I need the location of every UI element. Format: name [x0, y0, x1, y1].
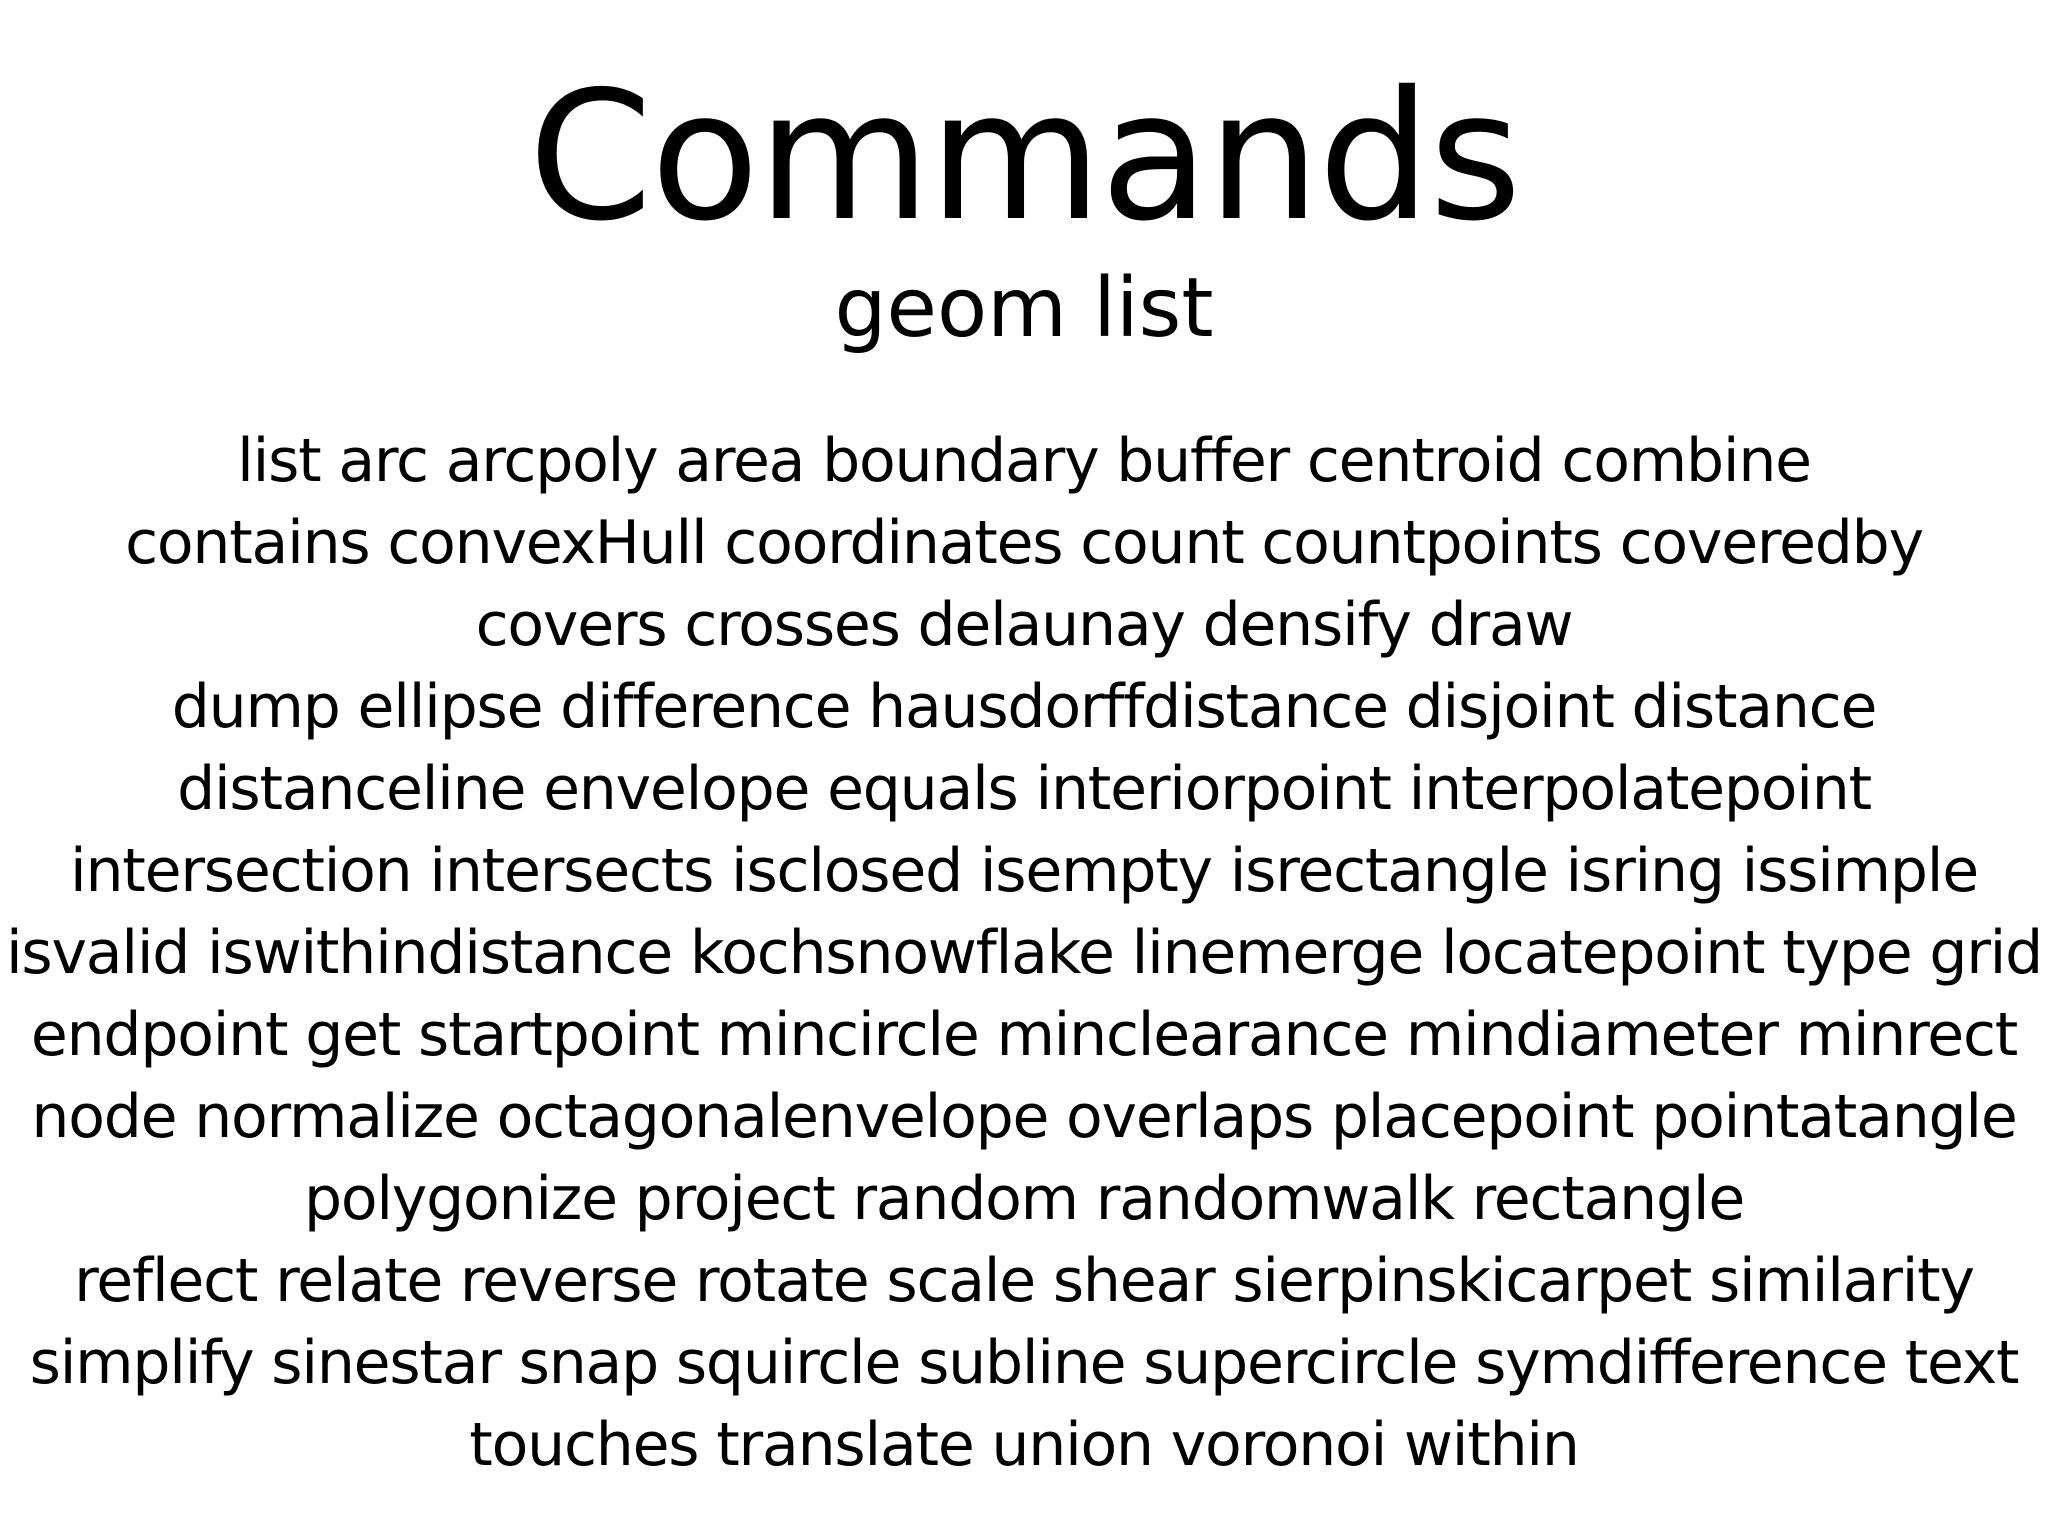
command-line: isvalid iswithindistance kochsnowflake linemerge locatepoint type grid [5, 918, 2043, 988]
command-line: contains convexHull coordinates count countpoints coveredby [125, 508, 1923, 578]
command-line: list arc arcpoly area boundary buffer centroid combine [237, 426, 1811, 496]
command-line: endpoint get startpoint mincircle minclearance mindiameter minrect [30, 1000, 2018, 1070]
command-list [0, 420, 2048, 1486]
command-line: reflect relate reverse rotate scale shear sierpinskicarpet similarity [74, 1246, 1974, 1316]
command-line: touches translate union voronoi within [469, 1410, 1579, 1480]
command-line: intersection intersects isclosed isempty isrectangle isring issimple [70, 836, 1978, 906]
command-line: polygonize project random randomwalk rectangle [303, 1164, 1745, 1234]
command-line: covers crosses delaunay densify draw [475, 590, 1573, 660]
slide-subtitle: geom list [834, 261, 1214, 356]
slide-title: Commands [528, 53, 1520, 260]
command-line: distanceline envelope equals interiorpoint interpolatepoint [177, 754, 1871, 824]
command-line: dump ellipse difference hausdorffdistance disjoint distance [171, 672, 1877, 742]
command-line: simplify sinestar snap squircle subline supercircle symdifference text [29, 1328, 2019, 1398]
command-line: node normalize octagonalenvelope overlaps placepoint pointatangle [31, 1082, 2017, 1152]
